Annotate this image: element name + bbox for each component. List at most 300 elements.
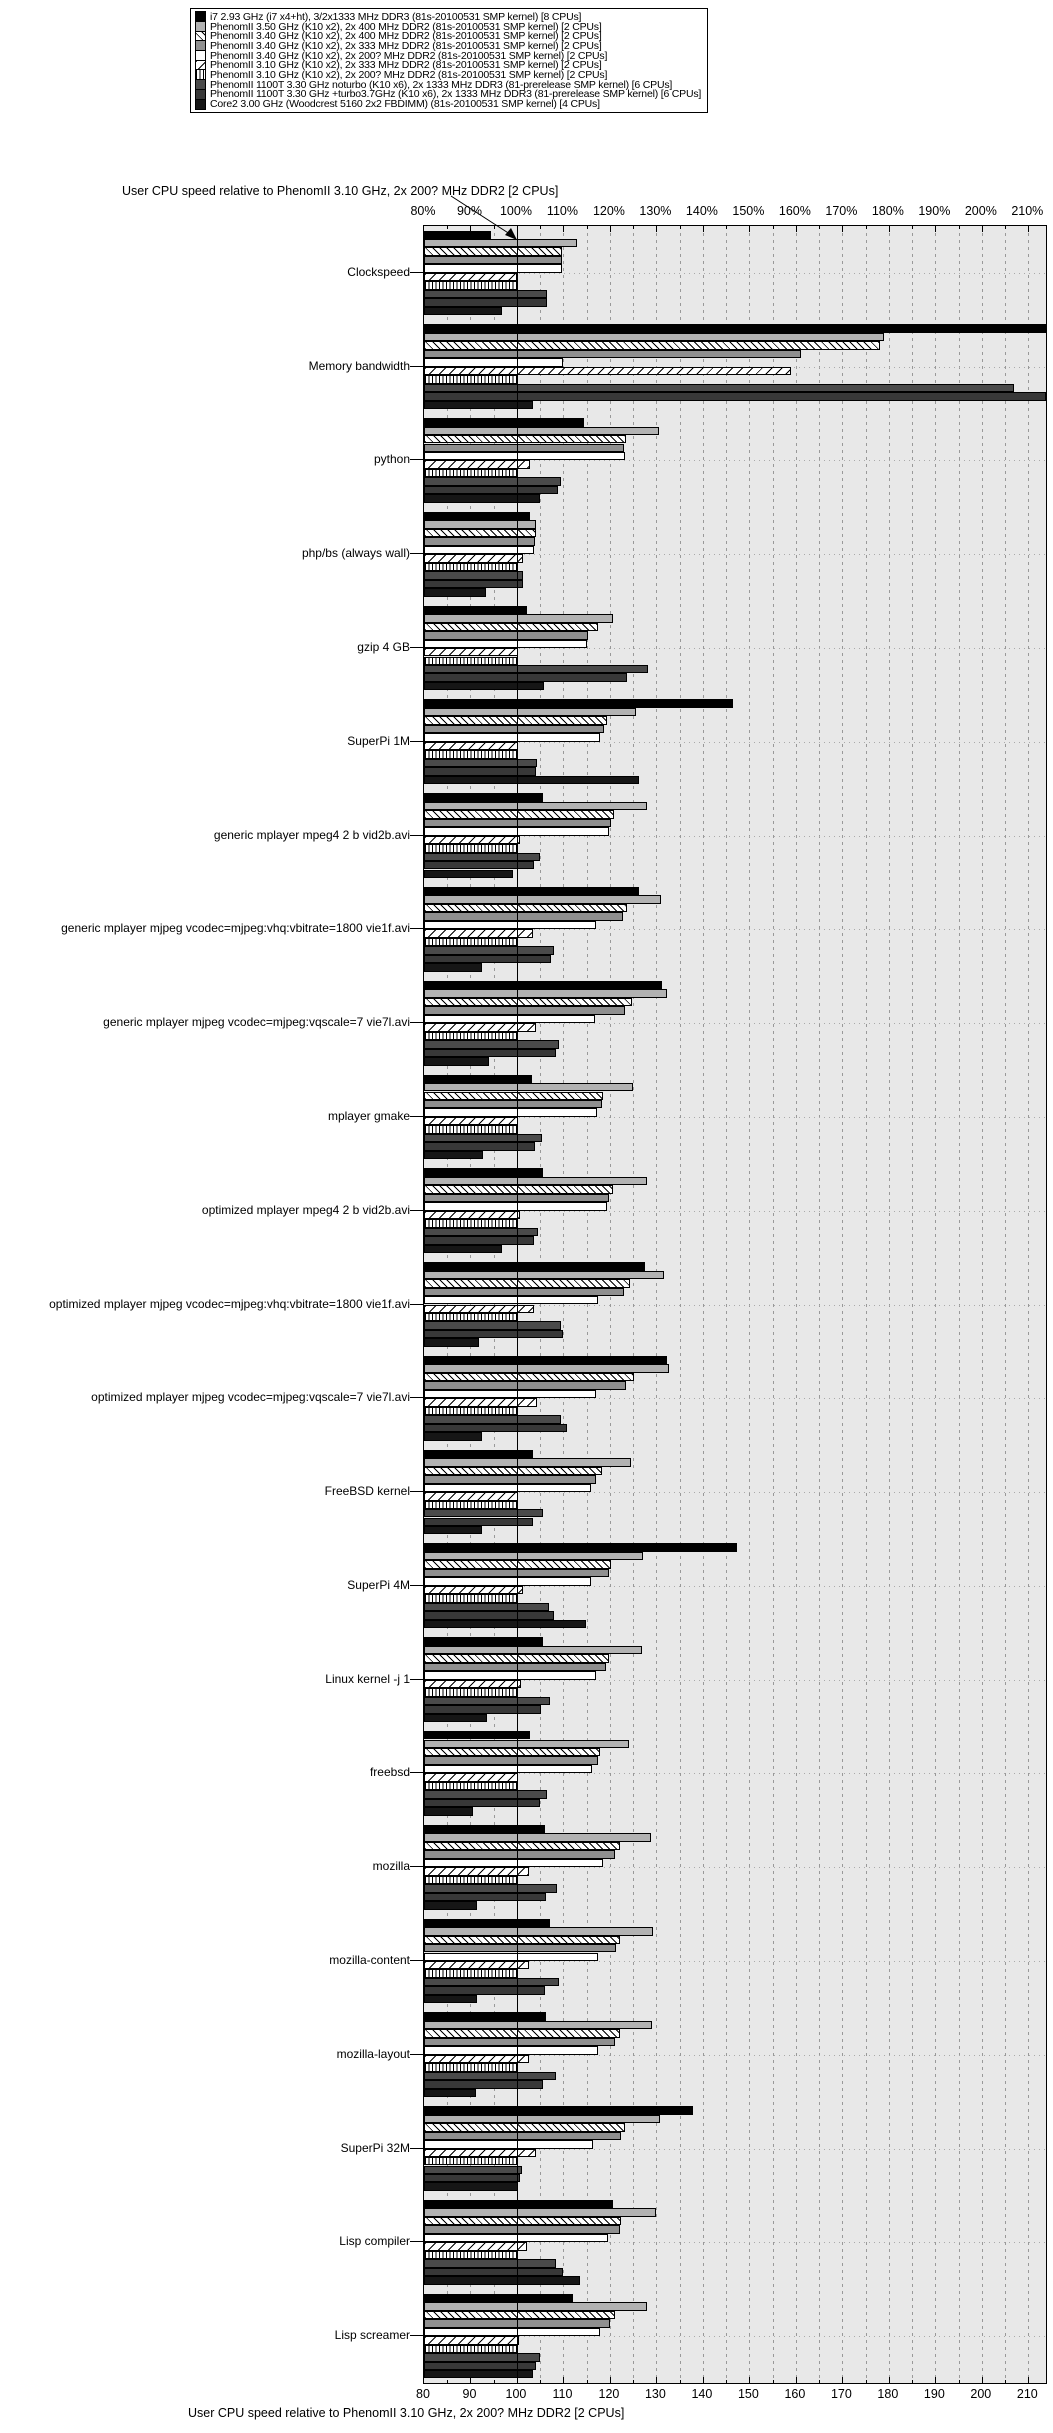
axis-tick bbox=[912, 226, 913, 229]
legend-swatch-icon bbox=[195, 99, 206, 110]
bar bbox=[424, 341, 880, 349]
bar bbox=[424, 1850, 615, 1858]
bar bbox=[424, 1927, 653, 1935]
legend-item-label: PhenomII 3.40 GHz (K10 x2), 2x 400 MHz DDR2 (81s-20100531 SMP kernel) [2 CPUs] bbox=[210, 30, 602, 43]
bar bbox=[424, 1151, 483, 1159]
bar bbox=[424, 1944, 616, 1952]
bar bbox=[424, 2251, 517, 2259]
category-tick bbox=[410, 1397, 423, 1398]
axis-tick bbox=[1028, 226, 1029, 232]
category-tick bbox=[410, 553, 423, 554]
axis-tick bbox=[959, 226, 960, 229]
legend-item-label: PhenomII 3.10 GHz (K10 x2), 2x 333 MHz DDR2 (81s-20100531 SMP kernel) [2 CPUs] bbox=[210, 59, 602, 72]
bar bbox=[424, 1057, 489, 1065]
x-tick-label-bottom: 110 bbox=[552, 2387, 573, 2401]
category-tick bbox=[410, 1022, 423, 1023]
bar bbox=[424, 1177, 647, 1185]
bar bbox=[424, 2106, 693, 2114]
category-tick bbox=[410, 2054, 423, 2055]
bar bbox=[424, 1211, 520, 1219]
bar bbox=[424, 307, 502, 315]
bar bbox=[424, 1313, 517, 1321]
bar bbox=[424, 273, 517, 281]
bar bbox=[424, 776, 639, 784]
bar bbox=[424, 1893, 546, 1901]
category-label: Memory bandwidth bbox=[308, 358, 410, 373]
bar bbox=[424, 682, 544, 690]
axis-tick bbox=[866, 226, 867, 229]
category-label: mozilla-layout bbox=[336, 2046, 410, 2061]
category-label: generic mplayer mjpeg vcodec=mjpeg:vhq:vbitrate=1800 vie1f.avi bbox=[61, 921, 410, 936]
axis-tick bbox=[470, 2377, 471, 2383]
legend bbox=[190, 8, 708, 113]
bar bbox=[424, 963, 482, 971]
axis-tick bbox=[680, 226, 681, 229]
category-label: FreeBSD kernel bbox=[324, 1484, 410, 1499]
category-label: Linux kernel -j 1 bbox=[325, 1671, 410, 1686]
chart-title: User CPU speed relative to PhenomII 3.10 GHz, 2x 200? MHz DDR2 [2 CPUs] bbox=[122, 184, 559, 198]
bar bbox=[424, 1833, 651, 1841]
axis-tick bbox=[959, 2380, 960, 2383]
axis-tick bbox=[447, 2380, 448, 2383]
bar bbox=[424, 1620, 586, 1628]
bar bbox=[424, 1390, 596, 1398]
x-tick-label-top: 180% bbox=[871, 204, 904, 218]
bar bbox=[424, 1228, 538, 1236]
axis-tick bbox=[1005, 226, 1006, 229]
bar bbox=[424, 494, 540, 502]
bar bbox=[424, 1006, 625, 1014]
bar bbox=[424, 793, 543, 801]
bar bbox=[424, 1023, 536, 1031]
category-label: SuperPi 32M bbox=[340, 2140, 410, 2155]
bar bbox=[424, 571, 523, 579]
bar bbox=[424, 1986, 545, 1994]
bar bbox=[424, 844, 517, 852]
axis-tick bbox=[796, 2377, 797, 2383]
bar bbox=[424, 1108, 597, 1116]
bar bbox=[424, 2242, 527, 2250]
x-tick-label-bottom: 190 bbox=[923, 2387, 945, 2401]
x-tick-label-top: 90% bbox=[456, 204, 482, 218]
bar bbox=[424, 2294, 573, 2302]
bar bbox=[424, 1901, 477, 1909]
bar bbox=[424, 2055, 529, 2063]
bar bbox=[424, 2123, 625, 2131]
bar bbox=[424, 1637, 543, 1645]
bar bbox=[424, 1288, 624, 1296]
bar bbox=[424, 998, 632, 1006]
x-tick-label-bottom: 90 bbox=[462, 2387, 477, 2401]
x-tick-label-bottom: 140 bbox=[691, 2387, 713, 2401]
bar bbox=[424, 1271, 664, 1279]
bar bbox=[424, 427, 659, 435]
category-tick bbox=[410, 1116, 423, 1117]
bar bbox=[424, 2149, 536, 2157]
bar bbox=[424, 1458, 631, 1466]
axis-tick bbox=[796, 226, 797, 232]
x-tick-label-top: 210% bbox=[1011, 204, 1044, 218]
axis-tick bbox=[1005, 2380, 1006, 2383]
bar bbox=[424, 529, 536, 537]
bar bbox=[424, 2182, 518, 2190]
x-tick-label-top: 140% bbox=[685, 204, 718, 218]
bar bbox=[424, 444, 624, 452]
category-tick bbox=[410, 647, 423, 648]
axis-tick bbox=[633, 226, 634, 229]
bar bbox=[424, 1356, 667, 1364]
axis-tick bbox=[703, 2377, 704, 2383]
category-label: python bbox=[373, 452, 410, 467]
axis-tick bbox=[587, 2380, 588, 2383]
bar bbox=[424, 2311, 615, 2319]
legend-item-label: PhenomII 3.50 GHz (K10 x2), 2x 400 MHz DDR2 (81s-20100531 SMP kernel) [2 CPUs] bbox=[210, 20, 602, 33]
bar bbox=[424, 1876, 517, 1884]
axis-tick bbox=[982, 226, 983, 232]
x-tick-label-top: 110% bbox=[546, 204, 578, 218]
bar bbox=[424, 2038, 615, 2046]
plot-area bbox=[423, 225, 1047, 2384]
category-label: gzip 4 GB bbox=[357, 640, 410, 655]
legend-item-label: i7 2.93 GHz (i7 x4+ht), 3/2x1333 MHz DDR3 (81s-20100531 SMP kernel) [8 CPUs] bbox=[210, 10, 582, 23]
axis-tick bbox=[610, 2377, 611, 2383]
category-label: Lisp screamer bbox=[334, 2328, 410, 2343]
category-tick bbox=[410, 272, 423, 273]
bar bbox=[424, 1364, 669, 1372]
bar bbox=[424, 767, 536, 775]
bar bbox=[424, 2012, 546, 2020]
bar bbox=[424, 375, 517, 383]
bar bbox=[424, 2046, 598, 2054]
category-label: mplayer gmake bbox=[327, 1108, 410, 1123]
bar bbox=[424, 802, 647, 810]
bar bbox=[424, 1338, 479, 1346]
bar bbox=[424, 2166, 522, 2174]
bar bbox=[424, 1467, 602, 1475]
axis-tick bbox=[819, 226, 820, 229]
bar bbox=[424, 563, 517, 571]
axis-tick bbox=[633, 2380, 634, 2383]
bar bbox=[424, 1373, 634, 1381]
bar bbox=[424, 1219, 517, 1227]
bar bbox=[424, 247, 562, 255]
axis-tick bbox=[773, 226, 774, 229]
x-tick-label-top: 150% bbox=[732, 204, 765, 218]
bar bbox=[424, 1995, 477, 2003]
bar bbox=[424, 1671, 596, 1679]
bar bbox=[424, 1646, 642, 1654]
bar bbox=[424, 887, 639, 895]
bar bbox=[424, 256, 562, 264]
x-tick-label-top: 120% bbox=[592, 204, 625, 218]
bar bbox=[424, 1714, 487, 1722]
axis-tick bbox=[540, 226, 541, 229]
bar bbox=[424, 1603, 549, 1611]
bar bbox=[424, 1790, 547, 1798]
x-tick-label-top: 170% bbox=[825, 204, 858, 218]
axis-tick bbox=[889, 2377, 890, 2383]
category-label: Lisp compiler bbox=[339, 2234, 410, 2249]
axis-tick bbox=[773, 2380, 774, 2383]
bar bbox=[424, 1381, 626, 1389]
bar bbox=[424, 648, 518, 656]
bar bbox=[424, 1202, 607, 1210]
x-tick-label-bottom: 100 bbox=[505, 2387, 527, 2401]
bar bbox=[424, 1100, 602, 1108]
bar bbox=[424, 981, 662, 989]
x-tick-label-top: 190% bbox=[918, 204, 951, 218]
x-tick-label-top: 130% bbox=[639, 204, 672, 218]
bar bbox=[424, 384, 1014, 392]
legend-item bbox=[195, 99, 701, 109]
bar bbox=[424, 1552, 643, 1560]
legend-item-label: PhenomII 3.40 GHz (K10 x2), 2x 333 MHz DDR2 (81s-20100531 SMP kernel) [2 CPUs] bbox=[210, 39, 602, 52]
bar bbox=[424, 733, 600, 741]
axis-tick bbox=[889, 226, 890, 232]
axis-tick bbox=[703, 226, 704, 232]
bar bbox=[424, 895, 661, 903]
bar bbox=[424, 1782, 517, 1790]
bar bbox=[424, 2302, 647, 2310]
bar bbox=[424, 989, 667, 997]
category-tick bbox=[410, 928, 423, 929]
bar bbox=[424, 520, 536, 528]
bar bbox=[424, 1740, 629, 1748]
axis-tick bbox=[842, 2377, 843, 2383]
bar bbox=[424, 350, 801, 358]
bar bbox=[424, 2362, 536, 2370]
bar bbox=[424, 1245, 502, 1253]
axis-tick bbox=[819, 2380, 820, 2383]
bar bbox=[424, 1040, 559, 1048]
bar bbox=[424, 1756, 598, 1764]
bar bbox=[424, 1969, 517, 1977]
x-tick-label-bottom: 80 bbox=[416, 2387, 430, 2401]
bar bbox=[424, 699, 733, 707]
axis-tick bbox=[540, 2380, 541, 2383]
bar bbox=[424, 1083, 633, 1091]
axis-tick bbox=[656, 226, 657, 232]
bar bbox=[424, 1705, 541, 1713]
category-label: mozilla-content bbox=[329, 1952, 410, 1967]
x-tick-label-bottom: 210 bbox=[1016, 2387, 1038, 2401]
legend-item-label: PhenomII 1100T 3.30 GHz +turbo3.7GHz (K10 x6), 2x 1333 MHz DDR3 (81-prerelease SMP kernel) [6 CPUs] bbox=[210, 88, 702, 101]
axis-tick bbox=[563, 226, 564, 232]
bar bbox=[424, 1953, 598, 1961]
bar bbox=[424, 333, 884, 341]
category-tick bbox=[410, 1679, 423, 1680]
bar bbox=[424, 1680, 521, 1688]
bar bbox=[424, 2328, 600, 2336]
legend-item-label: Core2 3.00 GHz (Woodcrest 5160 2x2 FBDIMM) (81s-20100531 SMP kernel) [4 CPUs] bbox=[210, 98, 600, 111]
bar bbox=[424, 1867, 529, 1875]
bar bbox=[424, 2140, 593, 2148]
legend-item-label: PhenomII 1100T 3.30 GHz noturbo (K10 x6), 2x 1333 MHz DDR3 (81-prerelease SMP kernel) [6 CPUs] bbox=[210, 78, 673, 91]
bar bbox=[424, 2259, 556, 2267]
bar bbox=[424, 1262, 645, 1270]
bar bbox=[424, 1142, 535, 1150]
bar bbox=[424, 2353, 540, 2361]
bar bbox=[424, 1432, 482, 1440]
bar bbox=[424, 2336, 519, 2344]
bar bbox=[424, 673, 627, 681]
bar bbox=[424, 955, 551, 963]
bar bbox=[424, 1884, 557, 1892]
bar bbox=[424, 298, 547, 306]
axis-tick bbox=[935, 2377, 936, 2383]
bar bbox=[424, 1663, 606, 1671]
axis-tick bbox=[494, 2380, 495, 2383]
category-tick bbox=[410, 1960, 423, 1961]
bar bbox=[424, 853, 540, 861]
bar bbox=[424, 460, 530, 468]
bar bbox=[424, 452, 625, 460]
bar bbox=[424, 281, 517, 289]
axis-tick bbox=[749, 226, 750, 232]
category-label: freebsd bbox=[369, 1765, 410, 1780]
bar bbox=[424, 1842, 620, 1850]
bar bbox=[424, 2021, 652, 2029]
bar bbox=[424, 1859, 603, 1867]
category-tick bbox=[410, 1772, 423, 1773]
bar bbox=[424, 469, 517, 477]
bar bbox=[424, 486, 558, 494]
bar bbox=[424, 708, 636, 716]
x-axis-title: User CPU speed relative to PhenomII 3.10 GHz, 2x 200? MHz DDR2 [2 CPUs] bbox=[188, 2406, 625, 2420]
bar bbox=[424, 2072, 556, 2080]
bar bbox=[424, 1543, 737, 1551]
axis-tick bbox=[749, 2377, 750, 2383]
bar bbox=[424, 2115, 660, 2123]
axis-tick bbox=[866, 2380, 867, 2383]
category-tick bbox=[410, 2241, 423, 2242]
bar bbox=[424, 1296, 598, 1304]
bar bbox=[424, 418, 584, 426]
bar bbox=[424, 367, 791, 375]
bar bbox=[424, 2063, 517, 2071]
bar bbox=[424, 750, 517, 758]
bar bbox=[424, 1092, 603, 1100]
bar bbox=[424, 1492, 518, 1500]
category-tick bbox=[410, 835, 423, 836]
bar bbox=[424, 810, 614, 818]
axis-tick bbox=[1028, 2377, 1029, 2383]
legend-item-label: PhenomII 3.10 GHz (K10 x2), 2x 200? MHz DDR2 (81s-20100531 SMP kernel) [2 CPUs] bbox=[210, 68, 608, 81]
bar bbox=[424, 1773, 518, 1781]
bar bbox=[424, 1049, 556, 1057]
category-tick bbox=[410, 2335, 423, 2336]
bar bbox=[424, 2200, 613, 2208]
bar bbox=[424, 1799, 540, 1807]
baseline-100pct-line bbox=[517, 226, 518, 2383]
axis-tick bbox=[680, 2380, 681, 2383]
bar bbox=[424, 1748, 600, 1756]
category-tick bbox=[410, 2148, 423, 2149]
bar bbox=[424, 870, 513, 878]
legend-item-label: PhenomII 3.40 GHz (K10 x2), 2x 200? MHz DDR2 (81s-20100531 SMP kernel) [2 CPUs] bbox=[210, 49, 608, 62]
category-tick bbox=[410, 1585, 423, 1586]
bar bbox=[424, 264, 562, 272]
x-tick-label-bottom: 200 bbox=[970, 2387, 992, 2401]
bar bbox=[424, 912, 623, 920]
axis-tick bbox=[726, 2380, 727, 2383]
category-tick bbox=[410, 1304, 423, 1305]
bar bbox=[424, 1501, 517, 1509]
category-label: optimized mplayer mjpeg vcodec=mjpeg:vqscale=7 vie7l.avi bbox=[91, 1390, 410, 1405]
bar bbox=[424, 631, 588, 639]
bar bbox=[424, 512, 530, 520]
bar bbox=[424, 2208, 656, 2216]
category-tick bbox=[410, 1491, 423, 1492]
bar bbox=[424, 435, 626, 443]
x-tick-label-bottom: 120 bbox=[598, 2387, 620, 2401]
bar bbox=[424, 1688, 517, 1696]
bar bbox=[424, 606, 527, 614]
bar bbox=[424, 665, 648, 673]
bar bbox=[424, 1919, 550, 1927]
category-label: SuperPi 4M bbox=[347, 1577, 410, 1592]
x-tick-label-top: 80% bbox=[410, 204, 436, 218]
axis-tick bbox=[842, 226, 843, 232]
category-tick bbox=[410, 459, 423, 460]
bar bbox=[424, 2029, 620, 2037]
bar bbox=[424, 1586, 523, 1594]
axis-tick bbox=[563, 2377, 564, 2383]
bar bbox=[424, 1765, 592, 1773]
bar bbox=[424, 938, 517, 946]
bar bbox=[424, 716, 607, 724]
bar bbox=[424, 1731, 530, 1739]
bar bbox=[424, 1279, 630, 1287]
bar bbox=[424, 2276, 580, 2284]
bar bbox=[424, 1424, 567, 1432]
x-tick-label-top: 200% bbox=[964, 204, 997, 218]
bar bbox=[424, 1936, 620, 1944]
bar bbox=[424, 759, 537, 767]
bar bbox=[424, 1032, 517, 1040]
axis-tick bbox=[982, 2377, 983, 2383]
category-label: php/bs (always wall) bbox=[301, 546, 410, 561]
bar bbox=[424, 2157, 517, 2165]
bar bbox=[424, 580, 523, 588]
category-tick bbox=[410, 1866, 423, 1867]
bar bbox=[424, 1978, 559, 1986]
bar bbox=[424, 554, 523, 562]
bar bbox=[424, 1015, 595, 1023]
bar bbox=[424, 657, 517, 665]
bar bbox=[424, 2132, 621, 2140]
category-tick bbox=[410, 1210, 423, 1211]
bar bbox=[424, 1807, 473, 1815]
category-label: optimized mplayer mpeg4 2 b vid2b.avi bbox=[201, 1202, 410, 1217]
category-tick bbox=[410, 366, 423, 367]
bar bbox=[424, 290, 547, 298]
axis-tick bbox=[587, 226, 588, 229]
bar bbox=[424, 2080, 543, 2088]
axis-tick bbox=[610, 226, 611, 232]
bar bbox=[424, 1168, 543, 1176]
bar bbox=[424, 358, 563, 366]
bar bbox=[424, 1577, 591, 1585]
axis-tick bbox=[726, 226, 727, 229]
x-tick-label-top: 160% bbox=[778, 204, 811, 218]
bar bbox=[424, 2174, 520, 2182]
bar bbox=[424, 1330, 563, 1338]
x-tick-label-bottom: 180 bbox=[877, 2387, 899, 2401]
x-tick-label-bottom: 130 bbox=[644, 2387, 666, 2401]
bar bbox=[424, 1611, 554, 1619]
bar bbox=[424, 2268, 563, 2276]
